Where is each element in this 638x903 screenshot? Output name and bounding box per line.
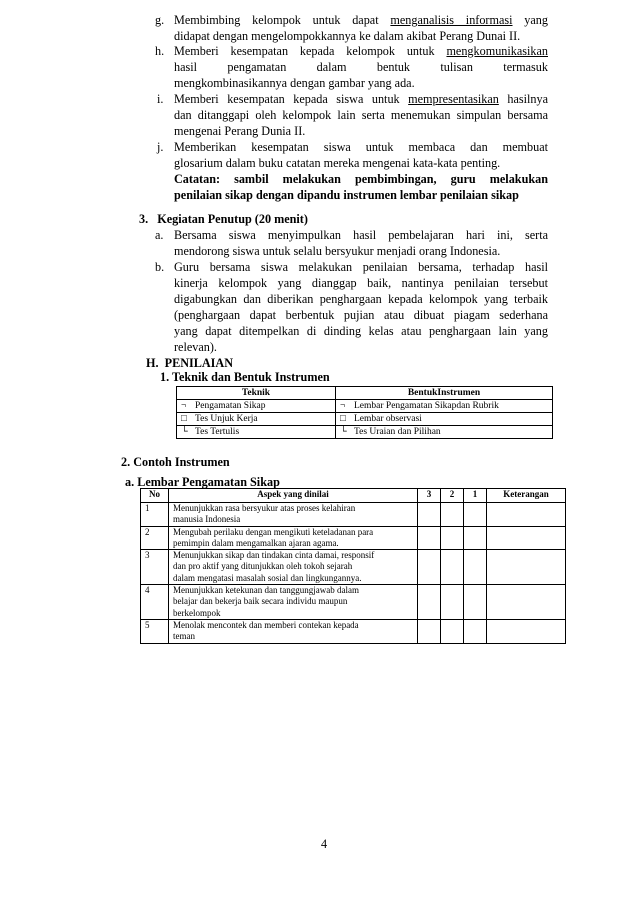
score-cell[interactable] — [464, 619, 487, 643]
bullet-icon: □ — [340, 414, 346, 424]
technique-row — [177, 400, 553, 413]
item-h-line2: hasil pengamatan dalam bentuk tulisan termasuk — [174, 60, 548, 74]
table-row — [141, 550, 566, 585]
no-header: No — [141, 489, 169, 503]
item-i-line2: dan ditanggapi oleh kelompok lain serta menemukan simpulan bersama — [174, 108, 548, 122]
item-g-link: menganalisis informasi — [390, 13, 513, 27]
bullet-icon: └ — [181, 427, 188, 437]
instrument-cell: ¬ Lembar Pengamatan Sikapdan Rubrik — [336, 400, 553, 413]
bullet-icon: □ — [181, 414, 187, 424]
item-j-note1: Catatan: sambil melakukan pembimbingan, guru melakukan — [174, 172, 548, 186]
closing-heading: 3. Kegiatan Penutup (20 menit) — [139, 212, 308, 226]
instrument-cell: □ Lembar observasi — [336, 413, 553, 426]
technique-table — [176, 386, 553, 439]
row-number: 5 — [141, 619, 169, 643]
technique-subheading: 1. Teknik dan Bentuk Instrumen — [160, 370, 330, 384]
closing-b-line2: kinerja kelompok yang dianggap baik, nantinya penilaian tersebut — [174, 276, 548, 290]
row-number: 1 — [141, 503, 169, 527]
row-number: 2 — [141, 526, 169, 550]
attitude-table — [140, 488, 566, 644]
row-number: 4 — [141, 585, 169, 620]
score-cell[interactable] — [418, 503, 441, 527]
technique-row — [177, 413, 553, 426]
page-number: 4 — [320, 837, 328, 851]
score-cell[interactable] — [418, 619, 441, 643]
score-cell[interactable] — [464, 526, 487, 550]
table-row — [141, 503, 566, 527]
closing-a-letter: a. — [155, 228, 164, 242]
score-cell[interactable] — [441, 619, 464, 643]
note-cell[interactable] — [487, 550, 566, 585]
score-cell[interactable] — [441, 550, 464, 585]
closing-b-line1: Guru bersama siswa melakukan penilaian bersama, terhadap hasil — [174, 260, 548, 274]
attitude-subheading: a. Lembar Pengamatan Sikap — [125, 475, 280, 489]
instrument-cell: └ Tes Uraian dan Pilihan — [336, 426, 553, 439]
closing-b-letter: b. — [155, 260, 165, 274]
technique-cell: ¬ Pengamatan Sikap — [177, 400, 336, 413]
score3-header: 3 — [418, 489, 441, 503]
closing-b-line5: yang dapat ditempelkan di dinding kelas atau penghargaan lain yang — [174, 324, 548, 338]
technique-row — [177, 426, 553, 439]
row-number: 3 — [141, 550, 169, 585]
technique-cell: └ Tes Tertulis — [177, 426, 336, 439]
item-h-link: mengkomunikasikan — [446, 44, 548, 58]
item-i-link: mempresentasikan — [408, 92, 499, 106]
example-subheading: 2. Contoh Instrumen — [121, 455, 230, 469]
score-cell[interactable] — [441, 503, 464, 527]
item-g-letter: g. — [155, 13, 165, 27]
score-cell[interactable] — [418, 585, 441, 620]
instrument-header: BentukInstrumen — [336, 387, 553, 400]
table-row — [141, 526, 566, 550]
score-cell[interactable] — [464, 550, 487, 585]
item-j-line2: glosarium dalam buku catatan mereka mengenai kata-kata penting. — [174, 156, 501, 170]
closing-b-line3: digabungkan dan diberikan penghargaan kepada kelompok yang terbaik — [174, 292, 548, 306]
table-row — [141, 619, 566, 643]
aspect-header: Aspek yang dinilai — [169, 489, 418, 503]
item-h-line1: Memberi kesempatan kepada kelompok untuk mengkomunikasikan — [174, 44, 548, 58]
technique-cell: □ Tes Unjuk Kerja — [177, 413, 336, 426]
item-h-line3: mengkombinasikannya dengan gambar yang ada. — [174, 76, 415, 90]
attitude-header-row — [141, 489, 566, 503]
item-j-letter: j. — [157, 140, 164, 154]
aspect-cell: Mengubah perilaku dengan mengikuti keteladanan para pemimpin dalam mengamalkan ajaran agama. — [169, 526, 418, 550]
aspect-cell: Menunjukkan ketekunan dan tanggungjawab dalam belajar dan bekerja baik secara individu maupun berkelompok — [169, 585, 418, 620]
item-i-letter: i. — [157, 92, 164, 106]
score-cell[interactable] — [441, 526, 464, 550]
closing-b-line6: relevan). — [174, 340, 217, 354]
item-j-line1: Memberikan kesempatan siswa untuk membaca dan membuat — [174, 140, 548, 154]
score1-header: 1 — [464, 489, 487, 503]
aspect-cell: Menolak mencontek dan memberi contekan kepada teman — [169, 619, 418, 643]
item-i-line1: Memberi kesempatan kepada siswa untuk mempresentasikan hasilnya — [174, 92, 548, 106]
bullet-icon: ¬ — [181, 401, 187, 411]
table-row — [141, 585, 566, 620]
score-cell[interactable] — [441, 585, 464, 620]
aspect-cell: Menunjukkan rasa bersyukur atas proses kelahiran manusia Indonesia — [169, 503, 418, 527]
bullet-icon: └ — [340, 427, 347, 437]
score-cell[interactable] — [418, 550, 441, 585]
note-cell[interactable] — [487, 503, 566, 527]
score-cell[interactable] — [418, 526, 441, 550]
item-j-note2: penilaian sikap dengan dipandu instrumen lembar penilaian sikap — [174, 188, 519, 202]
score-cell[interactable] — [464, 585, 487, 620]
assessment-heading: H. PENILAIAN — [146, 356, 234, 370]
note-cell[interactable] — [487, 585, 566, 620]
item-h-letter: h. — [155, 44, 165, 58]
item-g-line1: Membimbing kelompok untuk dapat menganalisis informasi yang — [174, 13, 548, 27]
item-i-line3: mengenai Perang Dunia II. — [174, 124, 306, 138]
score2-header: 2 — [441, 489, 464, 503]
score-cell[interactable] — [464, 503, 487, 527]
technique-header: Teknik — [177, 387, 336, 400]
aspect-cell: Menunjukkan sikap dan tindakan cinta damai, responsif dan pro aktif yang ditunjukkan oleh tokoh sejarah dalam mengatasi masalah sosial dan lingkungannya. — [169, 550, 418, 585]
closing-a-line2: mendorong siswa untuk selalu bersyukur menjadi orang Indonesia. — [174, 244, 501, 258]
item-g-line2: didapat dengan mengelompokkannya ke dalam akibat Perang Dunai II. — [174, 29, 521, 43]
note-header: Keterangan — [487, 489, 566, 503]
closing-a-line1: Bersama siswa menyimpulkan hasil pembelajaran hari ini, serta — [174, 228, 548, 242]
note-cell[interactable] — [487, 619, 566, 643]
closing-b-line4: (penghargaan dapat berbentuk pujian atau dibuat piagam sederhana — [174, 308, 548, 322]
bullet-icon: ¬ — [340, 401, 346, 411]
note-cell[interactable] — [487, 526, 566, 550]
